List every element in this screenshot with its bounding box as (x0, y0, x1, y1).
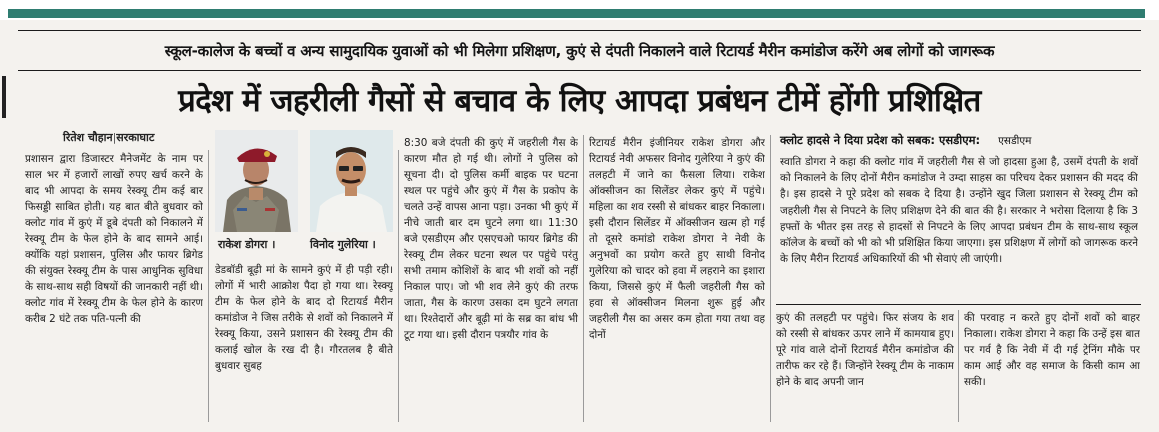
sidebox-title-tail: एसडीएम (998, 135, 1032, 147)
byline (63, 130, 154, 145)
sidebox-rule (776, 304, 1141, 305)
kicker: स्कूल-कालेज के बच्चों व अन्य सामुदायिक युवाओं को भी मिलेगा प्रशिक्षण, कुएं से दंपती निकालने वाले रिटायर्ड मैरीन कमांडोज करेंगे अब लोगों को जागरूक (164, 42, 995, 60)
color-band (8, 9, 1145, 18)
article-column-6 (964, 310, 1140, 423)
photo-vinod-guleria (310, 130, 393, 232)
column-4-text: रिटायर्ड मैरीन इंजीनियर राकेश डोगरा और रिटायर्ड नेवी अफसर विनोद गुलेरिया ने कुएं की तलहटी में जाने का फैसला लिया। राकेश ऑक्सीजन का सिलेंडर लेकर कुएं में पहुंचे। महिला का शव रस्सी से बांधकर बाहर निकाला। इसी दौरान सिलेंडर में ऑक्सीजन खत्म हो गई तो दूसरे कमांडो राकेश डोगरा ने नेवी के अनुभवों का प्रयोग करते हुए साथी विनोद गुलेरिया को चादर को हवा में लहराने का इशारा किया, जिससे कुएं में फैली जहरीली गैस को हवा से ऑक्सीजन मिलना शुरू हुई और जहरीली गैस का असर कम होता गया तथा वह दोनों (589, 137, 765, 341)
column-divider (770, 135, 771, 422)
article-column-1 (25, 151, 203, 423)
column-divider (398, 150, 399, 422)
sidebox-text: स्वाति डोगरा ने कहा की क्लोट गांव में जहरीली गैस से जो हादसा हुआ है, उसमें दंपती के शवों को निकालने के लिए दोनों मैरीन कमांडोज ने उम्दा साहस का परिचय देकर प्रशासन की मदद की है। इस हादसे ने पूरे प्रदेश को सबक दे दिया है। उन्होंने खुद जिला प्रशासन से रेस्क्यू टीम को जहरीली गैस से निपटने के लिए प्रशिक्षण देने की बात की है। सरकार ने भरोसा दिलाया है कि 3 हफ्तों के भीतर इस तरह से हादसों से निपटने के लिए आपदा प्रबंधन टीम के साथ-साथ स्कूल कॉलेज के बच्चों को भी को भी प्रशिक्षित किया जाएगा। इस प्रशिक्षण में लोगों को जागरूक करने के लिए मैरीन रिटायर्ड अधिकारियों की भी सेवाएं ली जाएंगी। (780, 156, 1138, 266)
column-6-text: की परवाह न करते हुए दोनों शवों को बाहर निकाला। राकेश डोगरा ने कहा कि उन्हें इस बात पर गर्व है कि नेवी में दी गई ट्रेनिंग मौके पर काम आई और वह समाज के किसी काम आ सकी। (964, 312, 1140, 388)
kicker-rule (18, 70, 1141, 71)
byline-author: रितेश चौहान (63, 131, 113, 144)
article-column-2 (215, 262, 393, 422)
article-column-3 (404, 135, 578, 423)
headline: प्रदेश में जहरीली गैसों से बचाव के लिए आपदा प्रबंधन टीमें होंगी प्रशिक्षित (178, 83, 981, 119)
column-divider (958, 310, 959, 422)
top-rule (18, 30, 1141, 31)
caption-left: राकेश डोगरा । (218, 238, 276, 251)
column-divider (583, 135, 584, 422)
byline-place: सरकाघाट (116, 131, 155, 144)
caption-right: विनोद गुलेरिया । (310, 238, 376, 251)
sidebox-body (780, 154, 1138, 300)
sidebox-title (780, 133, 1031, 148)
column-1-text: प्रशासन द्वारा डिजास्टर मैनेजमेंट के नाम पर साल भर में हजारों लाखों रुपए खर्च करने के बाद भी आपदा के समय रेस्क्यू टीम कई बार फिसड्डी साबित होती। यह बात बीते बुधवार को क्लोट गांव में कुएं में डूबे दंपती को निकालने में रेस्क्यू टीम के फेल होने के बाद सामने आई। क्योंकि यहां प्रशासन, पुलिस और फायर ब्रिगेड की संयुक्त रेस्क्यू टीम के पास आधुनिक सुविधा के साथ-साथ सही विषयों की जानकारी नहीं थी। क्लोट गांव में रेस्क्यू टीम के फेल होने के कारण करीब 2 घंटे तक पति-पत्नी की (25, 153, 203, 325)
column-5-text: कुएं की तलहटी पर पहुंचे। फिर संजय के शव को रस्सी से बांधकर ऊपर लाने में कामयाब हुए। पूरे गांव वाले दोनों रिटायर्ड मैरीन कमांडोज की तारीफ कर रहे हैं। जिन्होंने रेस्क्यू टीम के नाकाम होने के बाद अपनी जान (776, 312, 954, 388)
column-3-text: 8:30 बजे दंपती की कुएं में जहरीली गैस के कारण मौत हो गई थी। लोगों ने पुलिस को सूचना दी। दो पुलिस कर्मी बाइक पर घटना स्थल पर पहुंचे और कुएं में गैस के प्रकोप के चलते उन्हें वापस आना पड़ा। उनका भी कुएं में नीचे जाती बार दम घुटने लगा था। 11:30 बजे एसडीएम और एसएचओ फायर ब्रिगेड की रेस्क्यू टीम लेकर घटना स्थल पर पहुंचे परंतु सभी तमाम कोशिशें के बाद भी शवों को नहीं निकाल पाए। जो भी शव लेने कुएं की तरफ जाता, गैस के कारण उसका दम घुटने लगता था। रिश्तेदारों और बूढ़ी मां के सब्र का बांध भी टूट गया था। इसी दौरान पत्रयौर गांव के (404, 137, 578, 341)
sidebox-title-text: क्लोट हादसे ने दिया प्रदेश को सबक: एसडीएम: (780, 133, 981, 147)
column-divider (208, 150, 209, 422)
photo-rakesh-dogra (215, 130, 298, 232)
byline-separator: | (112, 131, 117, 144)
article-column-4 (589, 135, 765, 423)
article-column-5 (776, 310, 954, 423)
masthead-strip (0, 0, 1159, 20)
column-2-text: डेडबॉडी बूढ़ी मां के सामने कुएं में ही पड़ी रही। लोगों में भारी आक्रोश पैदा हो गया था। रेस्क्यू टीम के फेल होने के बाद दो रिटायर्ड मैरीन कमांडोज ने जिस तरीके से शवों को निकालने में रेस्क्यू किया, उसने प्रशासन की रेस्क्यू टीम की कलाई खोल के रख दी है। गौरतलब है बीते बुधवार सुबह (215, 264, 393, 372)
